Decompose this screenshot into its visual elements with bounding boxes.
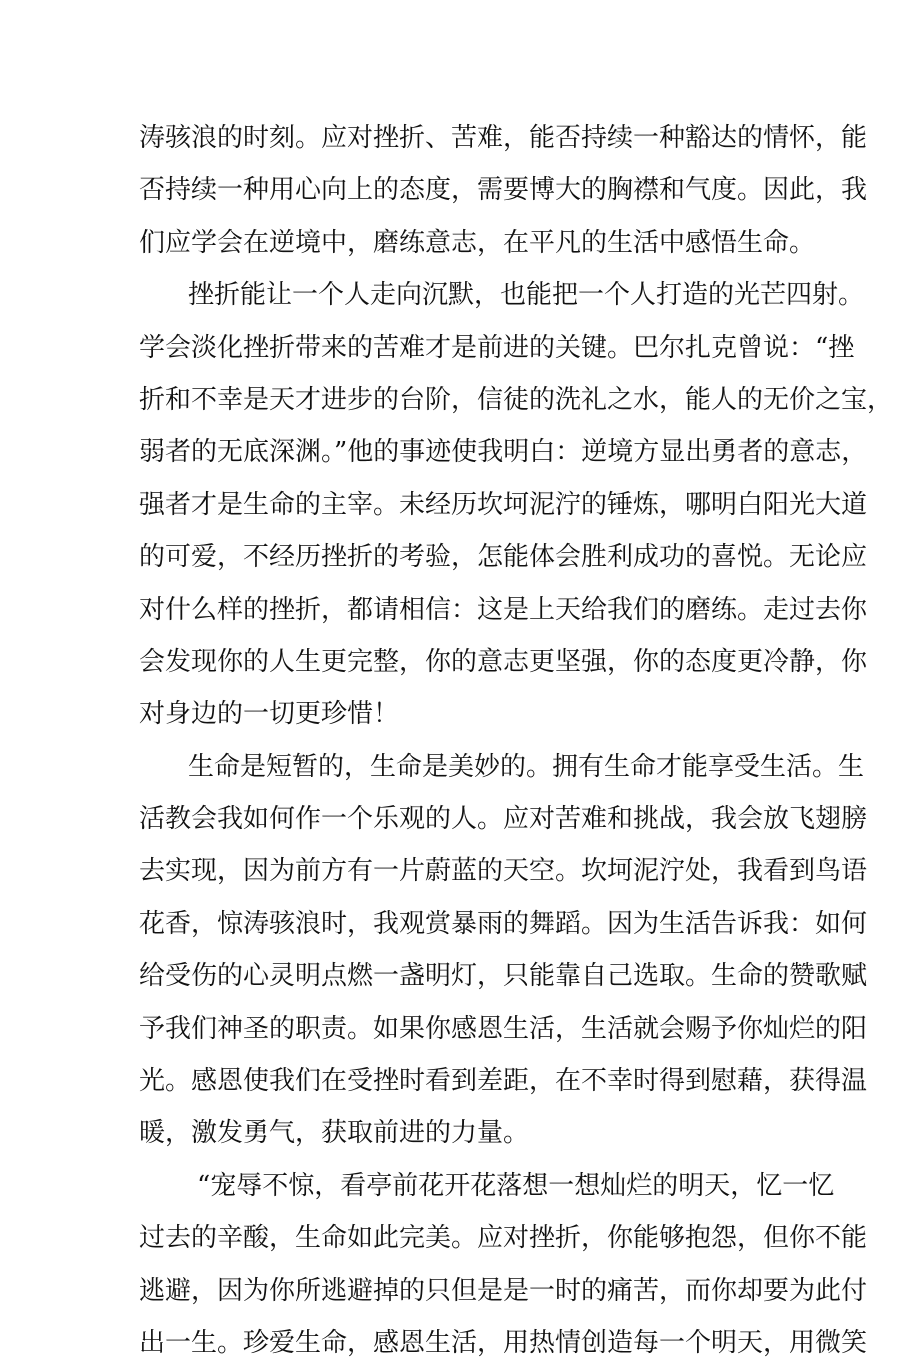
paragraph-4 xyxy=(139,1160,868,1369)
text-line: 生命是短暂的，生命是美妙的。拥有生命才能享受生活。生 xyxy=(188,751,865,782)
text-line: 过去的辛酸，生命如此完美。应对挫折，你能够抱怨，但你不能 xyxy=(139,1223,868,1254)
text-line: 会发现你的人生更完整，你的意志更坚强，你的态度更冷静，你 xyxy=(139,646,868,677)
paragraph-3 xyxy=(139,741,868,1160)
text-line: 光。感恩使我们在受挫时看到差距，在不幸时得到慰藉，获得温 xyxy=(139,1066,868,1097)
text-line: 逃避，因为你所逃避掉的只但是是一时的痛苦，而你却要为此付 xyxy=(139,1275,868,1306)
text-line: 折和不幸是天才进步的台阶，信徒的洗礼之水，能人的无价之宝， xyxy=(139,384,894,415)
text-line: “宠辱不惊，看亭前花开花落想一想灿烂的明天，忆一忆 xyxy=(197,1170,835,1201)
body-text xyxy=(139,112,894,1369)
text-line: 强者才是生命的主宰。未经历坎坷泥泞的锤炼，哪明白阳光大道 xyxy=(139,489,868,520)
text-line: 给受伤的心灵明点燃一盏明灯，只能靠自己选取。生命的赞歌赋 xyxy=(139,961,868,992)
text-line: 涛骇浪的时刻。应对挫折、苦难，能否持续一种豁达的情怀，能 xyxy=(139,123,868,153)
text-line: 予我们神圣的职责。如果你感恩生活，生活就会赐予你灿烂的阳 xyxy=(139,1013,868,1044)
text-line: 去实现，因为前方有一片蔚蓝的天空。坎坷泥泞处，我看到鸟语 xyxy=(139,856,868,887)
paragraph-1 xyxy=(139,112,868,269)
text-line: 花香，惊涛骇浪时，我观赏暴雨的舞蹈。因为生活告诉我：如何 xyxy=(139,908,868,939)
text-line: 暖，激发勇气，获取前进的力量。 xyxy=(139,1118,530,1149)
text-line: 出一生。珍爱生命，感恩生活，用热情创造每一个明天，用微笑 xyxy=(139,1327,868,1358)
paragraph-2 xyxy=(139,269,894,741)
text-line: 否持续一种用心向上的态度，需要博大的胸襟和气度。因此，我 xyxy=(139,175,868,206)
text-line: 弱者的无底深渊。”他的事迹使我明白：逆境方显出勇者的意志， xyxy=(139,437,868,468)
text-line: 学会淡化挫折带来的苦难才是前进的关键。巴尔扎克曾说：“挫 xyxy=(139,332,855,363)
text-line: 们应学会在逆境中，磨练意志，在平凡的生活中感悟生命。 xyxy=(139,227,816,258)
text-line: 对身边的一切更珍惜！ xyxy=(139,699,400,730)
text-line: 的可爱，不经历挫折的考验，怎能体会胜利成功的喜悦。无论应 xyxy=(139,542,868,573)
text-line: 挫折能让一个人走向沉默，也能把一个人打造的光芒四射。 xyxy=(188,280,865,311)
text-line: 对什么样的挫折，都请相信：这是上天给我们的磨练。走过去你 xyxy=(139,594,868,625)
text-line: 活教会我如何作一个乐观的人。应对苦难和挑战，我会放飞翅膀 xyxy=(139,804,868,835)
